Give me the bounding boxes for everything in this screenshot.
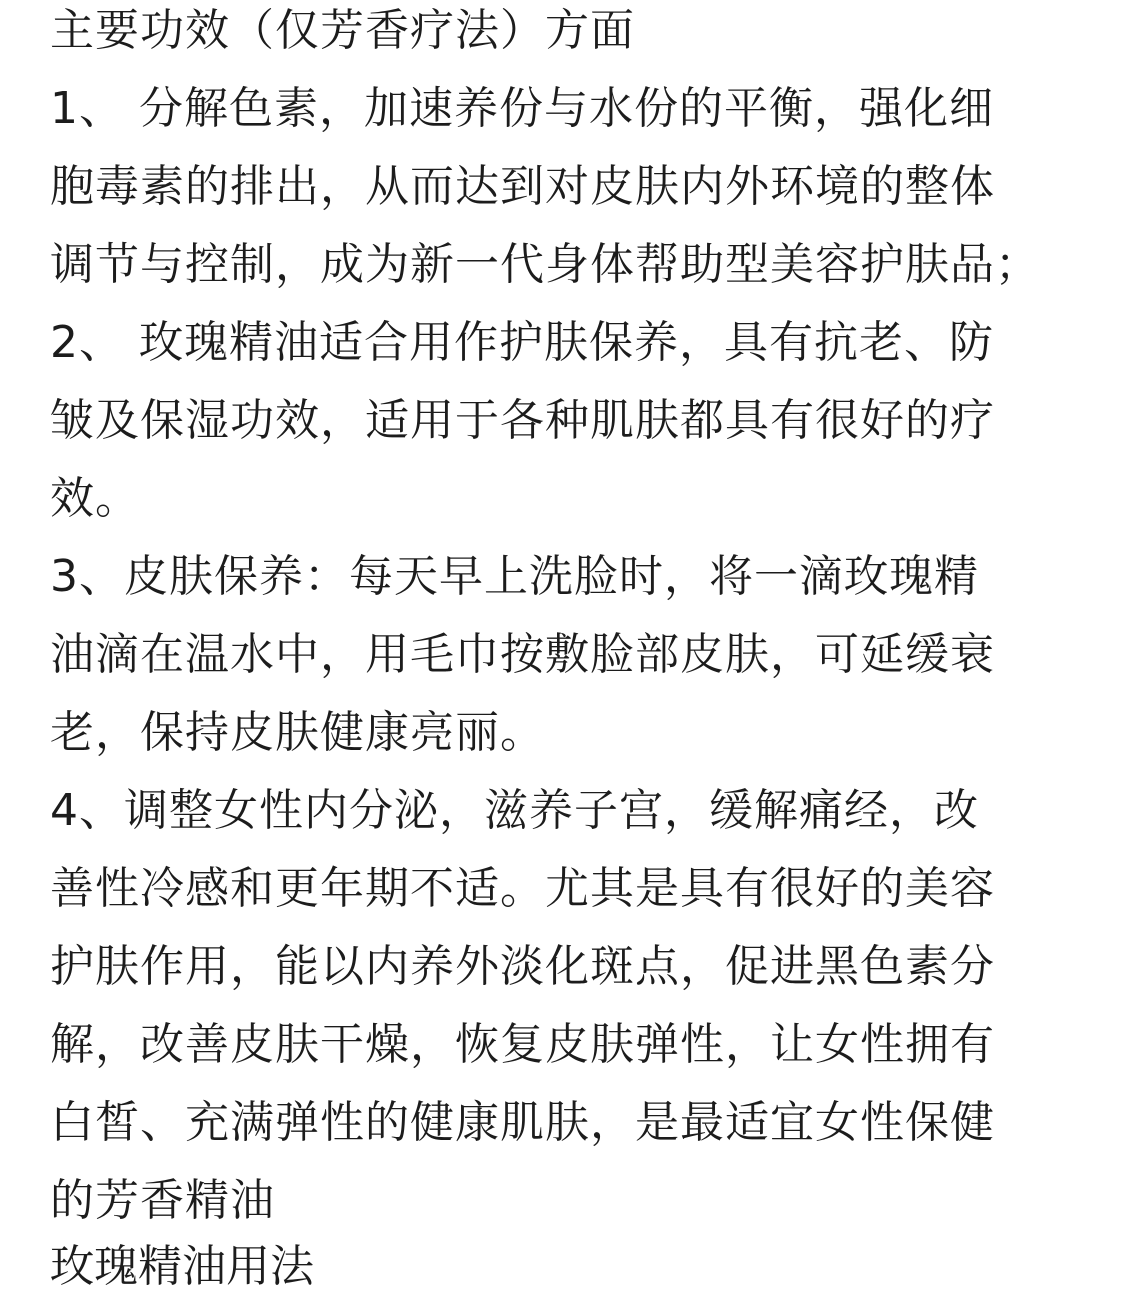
section-heading: 主要功效（仅芳香疗法）方面 <box>50 5 635 56</box>
text-line: 3、皮肤保养：每天早上洗脸时，将一滴玫瑰精 <box>50 551 979 602</box>
text-line: 油滴在温水中，用毛巾按敷脸部皮肤，可延缓衰 <box>50 629 995 680</box>
text-line: 善性冷感和更年期不适。尤其是具有很好的美容 <box>50 863 995 914</box>
text-line: 胞毒素的排出，从而达到对皮肤内外环境的整体 <box>50 161 995 212</box>
text-line: 皱及保湿功效，适用于各种肌肤都具有很好的疗 <box>50 395 995 446</box>
partial-bottom-line: 玫瑰精油用法 <box>50 1241 314 1292</box>
text-line: 白皙、充满弹性的健康肌肤，是最适宜女性保健 <box>50 1097 995 1148</box>
document-body <box>50 0 1090 1240</box>
text-line: 的芳香精油 <box>50 1175 275 1226</box>
text-line: 2、 玫瑰精油适合用作护肤保养，具有抗老、防 <box>50 317 994 368</box>
text-line: 护肤作用，能以内养外淡化斑点，促进黑色素分 <box>50 941 995 992</box>
text-line: 解，改善皮肤干燥，恢复皮肤弹性，让女性拥有 <box>50 1019 995 1070</box>
text-line: 4、调整女性内分泌，滋养子宫，缓解痛经，改 <box>50 785 979 836</box>
text-line: 老，保持皮肤健康亮丽。 <box>50 707 545 758</box>
text-line: 1、 分解色素，加速养份与水份的平衡，强化细 <box>50 83 994 134</box>
text-line: 效。 <box>50 473 140 524</box>
text-line: 调节与控制，成为新一代身体帮助型美容护肤品； <box>50 239 1040 290</box>
